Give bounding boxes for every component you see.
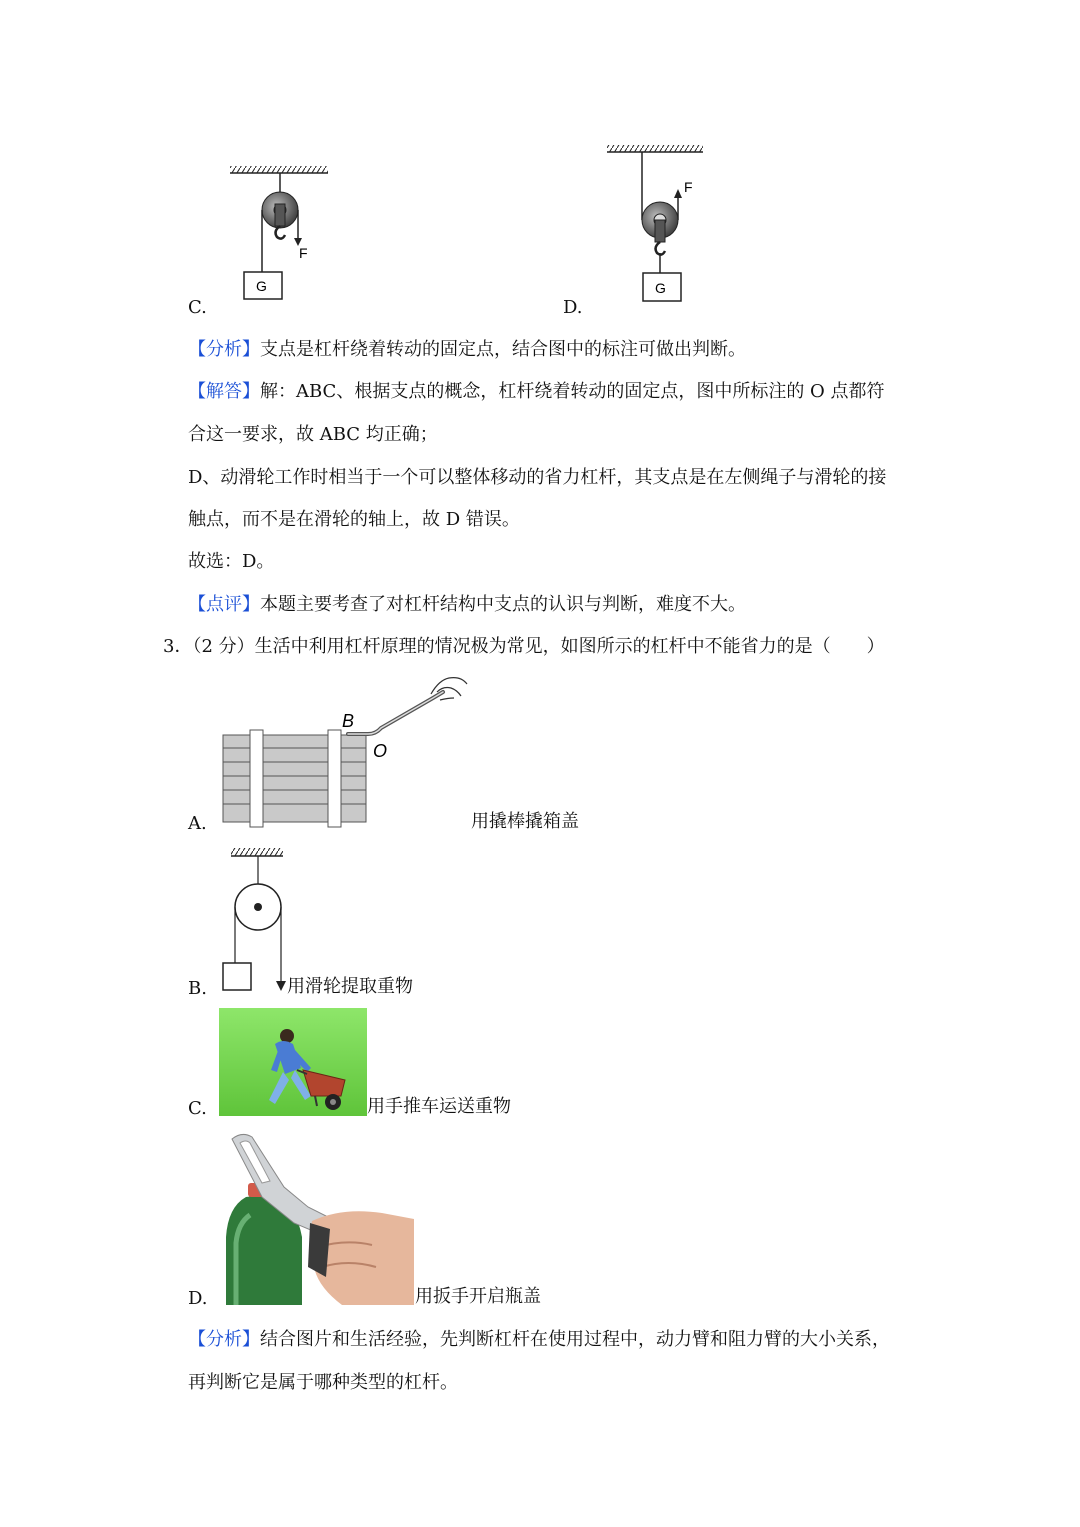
- option-a-letter: A.: [188, 813, 207, 834]
- person-head: [280, 1029, 294, 1043]
- option-a-crowbar-image: [218, 670, 473, 830]
- q2-choice: 故选：D。: [188, 551, 275, 572]
- q2-answer-line4: 触点，而不是在滑轮的轴上，故 D 错误。: [188, 509, 520, 530]
- answer-tag: 【解答】: [188, 381, 260, 402]
- weight-box: [223, 963, 251, 990]
- q2-answer-line3: D、动滑轮工作时相当于一个可以整体移动的省力杠杆，其支点是在左侧绳子与滑轮的接: [188, 467, 887, 488]
- option-c-caption: 用手推车运送重物: [367, 1096, 511, 1117]
- option-c-letter: C.: [188, 1098, 207, 1119]
- analysis-tag: 【分析】: [188, 339, 260, 360]
- q2-answer-line1: 【解答】解：ABC、根据支点的概念，杠杆绕着转动的固定点，图中所标注的 O 点都符: [188, 381, 885, 402]
- figure-d-movable-pulley: [602, 140, 712, 310]
- crate-strap: [328, 730, 341, 827]
- option-d-letter: D.: [188, 1288, 208, 1309]
- force-label: F: [299, 245, 308, 261]
- option-d-caption: 用扳手开启瓶盖: [415, 1286, 541, 1307]
- option-d-label: D.: [563, 297, 583, 318]
- crowbar: [348, 692, 443, 734]
- option-c-label: C.: [188, 297, 207, 318]
- crate-strap: [250, 730, 263, 827]
- q2-comment: 【点评】本题主要考查了对杠杆结构中支点的认识与判断，难度不大。: [188, 594, 746, 615]
- weight-label: G: [655, 280, 666, 296]
- force-label: F: [684, 179, 693, 195]
- q3-analysis-line1: 【分析】结合图片和生活经验，先判断杠杆在使用过程中，动力臂和阻力臂的大小关系，: [188, 1329, 890, 1350]
- force-arrow: [276, 981, 286, 991]
- comment-tag: 【点评】: [188, 594, 260, 615]
- ceiling-hatch: [231, 848, 283, 856]
- option-d-bottle-opener-image: [222, 1127, 414, 1305]
- option-b-letter: B.: [188, 978, 207, 999]
- option-b-pulley-image: [218, 843, 293, 995]
- force-arrow: [674, 189, 682, 198]
- point-b-label: B: [342, 711, 355, 731]
- option-c-wheelbarrow-image: [219, 1008, 367, 1116]
- hook: [656, 242, 665, 255]
- q3-analysis-line2: 再判断它是属于哪种类型的杠杆。: [188, 1372, 458, 1393]
- weight-label: G: [256, 278, 267, 294]
- ceiling-hatch: [607, 145, 703, 152]
- figure-c-fixed-pulley: [225, 160, 335, 305]
- point-o-label: O: [373, 741, 388, 761]
- q2-answer-line2: 合这一要求，故 ABC 均正确；: [188, 424, 438, 445]
- q3-stem: 3．（2 分）生活中利用杠杆原理的情况极为常见，如图所示的杠杆中不能省力的是（ ）: [163, 636, 885, 657]
- analysis-tag: 【分析】: [188, 1329, 260, 1350]
- option-a-caption: 用撬棒撬箱盖: [471, 811, 579, 832]
- option-b-caption: 用滑轮提取重物: [287, 976, 413, 997]
- q2-analysis: 【分析】支点是杠杆绕着转动的固定点，结合图中的标注可做出判断。: [188, 339, 746, 360]
- ceiling-hatch: [230, 166, 328, 173]
